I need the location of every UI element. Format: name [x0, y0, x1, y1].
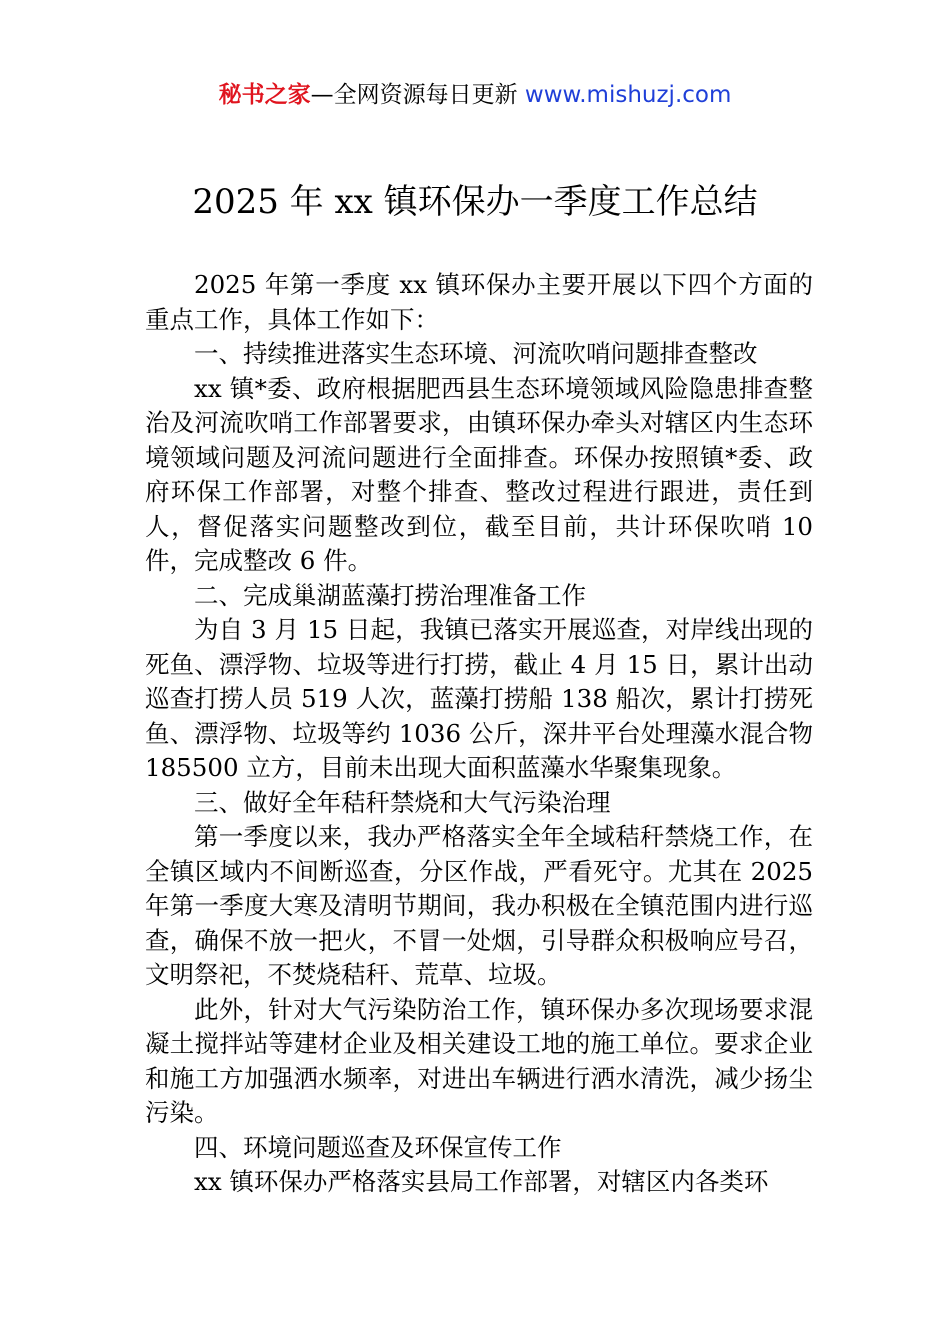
section-heading-2: 二、完成巢湖蓝藻打捞治理准备工作	[194, 580, 586, 610]
site-url[interactable]: www.mishuzj.com	[524, 82, 732, 108]
intro-paragraph: 2025 年第一季度 xx 镇环保办主要开展以下四个方面的重点工作，具体工作如下：	[145, 270, 813, 334]
section-heading-4: 四、环境问题巡查及环保宣传工作	[194, 1132, 562, 1162]
header-tagline: —全网资源每日更新	[310, 82, 525, 108]
section-3-paragraph-1: 第一季度以来，我办严格落实全年全域秸秆禁烧工作，在全镇区域内不间断巡查，分区作战，严看死守。尤其在 2025 年第一季度大寒及清明节期间，我办积极在全镇范围内进行巡查，确保不放一把火，不冒一处烟，引导群众积极响应号召，文明祭祀，不焚烧秸秆、荒草、垃圾。	[145, 822, 813, 989]
section-heading-3: 三、做好全年秸秆禁烧和大气污染治理	[194, 787, 611, 817]
section-4-paragraph: xx 镇环保办严格落实县局工作部署，对辖区内各类环	[194, 1167, 769, 1196]
section-1-paragraph: xx 镇*委、政府根据肥西县生态环境领域风险隐患排查整治及河流吹哨工作部署要求，由镇环保办牵头对辖区内生态环境领域问题及河流问题进行全面排查。环保办按照镇*委、政府环保工作部署，对整个排查、整改过程进行跟进，责任到人，督促落实问题整改到位，截至目前，共计环保吹哨 10 件，完成整改 6 件。	[145, 373, 813, 575]
brand-name: 秘书之家	[218, 82, 311, 108]
section-3-paragraph-2: 此外，针对大气污染防治工作，镇环保办多次现场要求混凝土搅拌站等建材企业及相关建设工地的施工单位。要求企业和施工方加强洒水频率，对进出车辆进行洒水清洗，减少扬尘污染。	[145, 994, 813, 1127]
document-body	[145, 268, 813, 1200]
section-2-paragraph: 为自 3 月 15 日起，我镇已落实开展巡查，对岸线出现的死鱼、漂浮物、垃圾等进行打捞，截止 4 月 15 日，累计出动巡查打捞人员 519 人次，蓝藻打捞船 138 船次，累计打捞死鱼、漂浮物、垃圾等约 1036 公斤，深井平台处理藻水混合物 185500 立方，目前未出现大面积蓝藻水华聚集现象。	[145, 615, 813, 782]
site-header	[0, 78, 950, 112]
section-heading-1: 一、持续推进落实生态环境、河流吹哨问题排查整改	[194, 339, 758, 368]
document-title: 2025 年 xx 镇环保办一季度工作总结	[192, 182, 758, 222]
